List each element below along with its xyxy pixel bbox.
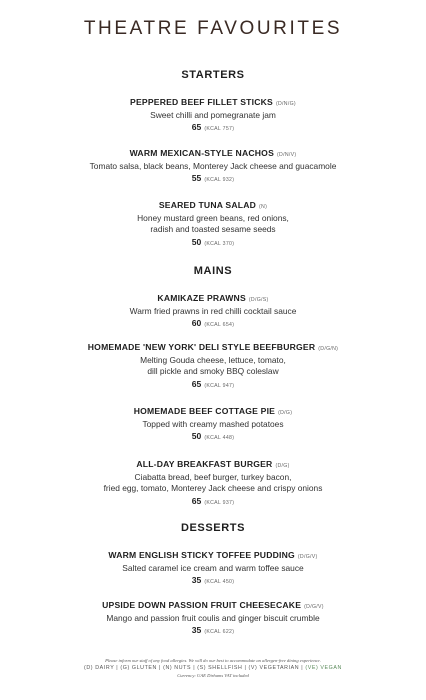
- dish-description: Topped with creamy mashed potatoes: [142, 419, 284, 429]
- dish-calories: (KCAL 932): [204, 177, 235, 184]
- dish-description: Sweet chilli and pomegranate jam: [150, 110, 276, 120]
- dish-calories: (KCAL 448): [204, 435, 235, 442]
- dish-price: 50: [191, 431, 202, 442]
- footer: [0, 657, 426, 679]
- dish-price: 65: [191, 122, 202, 133]
- dish-price: 65: [191, 378, 202, 389]
- dish-description: dill pickle and smoky BBQ coleslaw: [147, 366, 279, 377]
- allergen-codes: (D/G/S): [248, 297, 269, 303]
- dish-name: UPSIDE DOWN PASSION FRUIT CHEESECAKE: [102, 600, 302, 610]
- allergen-codes: (N): [259, 204, 268, 210]
- allergen-codes: (D/G): [275, 463, 290, 469]
- menu-item: [0, 406, 426, 444]
- section-heading-mains: MAINS: [193, 265, 233, 277]
- menu-item: [0, 600, 426, 638]
- dish-name: HOMEMADE BEEF COTTAGE PIE: [133, 406, 276, 416]
- dish-price: 55: [191, 173, 202, 184]
- dish-price: 35: [191, 575, 202, 586]
- allergy-note: Please inform our staff of any food allergies. We will do our best to accommodate an allergen-free dining experience.: [105, 658, 321, 663]
- dish-description: Melting Gouda cheese, lettuce, tomato,: [140, 355, 286, 365]
- dish-description: Salted caramel ice cream and warm toffee sauce: [122, 563, 304, 573]
- dish-description: Warm fried prawns in red chilli cocktail sauce: [129, 306, 297, 316]
- dish-price: 35: [191, 625, 202, 636]
- allergen-codes: (D/G/V): [297, 554, 318, 560]
- allergen-legend: [0, 664, 426, 672]
- dish-calories: (KCAL 370): [204, 240, 235, 247]
- dish-calories: (KCAL 937): [204, 499, 235, 506]
- dish-description: Honey mustard green beans, red onions,: [137, 213, 289, 223]
- allergen-legend-vegan: (VE) VEGAN: [303, 665, 342, 671]
- dish-price: 65: [191, 495, 202, 506]
- allergen-codes: (D/N/G): [275, 101, 296, 107]
- menu-item: [0, 97, 426, 135]
- dish-name: HOMEMADE 'NEW YORK' DELI STYLE BEEFBURGER: [87, 342, 316, 352]
- dish-name: KAMIKAZE PRAWNS: [157, 293, 246, 303]
- dish-description: fried egg, tomato, Monterey Jack cheese and crispy onions: [103, 483, 323, 494]
- menu-item: [0, 459, 426, 509]
- section-heading-desserts: DESSERTS: [180, 522, 246, 534]
- dish-description: Tomato salsa, black beans, Monterey Jack cheese and guacamole: [89, 161, 337, 171]
- dish-name: SEARED TUNA SALAD: [158, 200, 257, 210]
- dish-name: PEPPERED BEEF FILLET STICKS: [130, 97, 273, 107]
- allergen-codes: (D/N/V): [277, 152, 297, 158]
- page-title: THEATRE FAVOURITES: [83, 18, 343, 39]
- dish-description: radish and toasted sesame seeds: [150, 224, 276, 235]
- menu-item: [0, 200, 426, 250]
- menu-item: [0, 342, 426, 392]
- allergen-codes: (D/G): [278, 410, 293, 416]
- currency-note: Currency: UAE Dirhams VAT included: [177, 673, 249, 678]
- dish-calories: (KCAL 654): [204, 322, 235, 329]
- dish-price: 60: [191, 318, 202, 329]
- dish-name: WARM MEXICAN-STYLE NACHOS: [129, 148, 275, 158]
- menu-item: [0, 148, 426, 186]
- dish-calories: (KCAL 450): [204, 579, 235, 586]
- section-heading-starters: STARTERS: [181, 69, 245, 81]
- dish-calories: (KCAL 622): [204, 629, 235, 636]
- dish-calories: (KCAL 757): [204, 126, 235, 133]
- dish-name: WARM ENGLISH STICKY TOFFEE PUDDING: [108, 550, 295, 560]
- allergen-codes: (D/G/N): [318, 346, 339, 352]
- menu-item: [0, 550, 426, 588]
- dish-price: 50: [191, 236, 202, 247]
- dish-description: Mango and passion fruit coulis and ginger biscuit crumble: [106, 613, 320, 623]
- dish-calories: (KCAL 947): [204, 382, 235, 389]
- allergen-legend-main: (D) DAIRY | (G) GLUTEN | (N) NUTS | (S) SHELLFISH | (V) VEGETARIAN |: [84, 665, 304, 671]
- dish-name: ALL-DAY BREAKFAST BURGER: [136, 459, 273, 469]
- allergen-codes: (D/G/V): [304, 604, 324, 610]
- menu-item: [0, 293, 426, 331]
- dish-description: Ciabatta bread, beef burger, turkey bacon,: [134, 472, 292, 482]
